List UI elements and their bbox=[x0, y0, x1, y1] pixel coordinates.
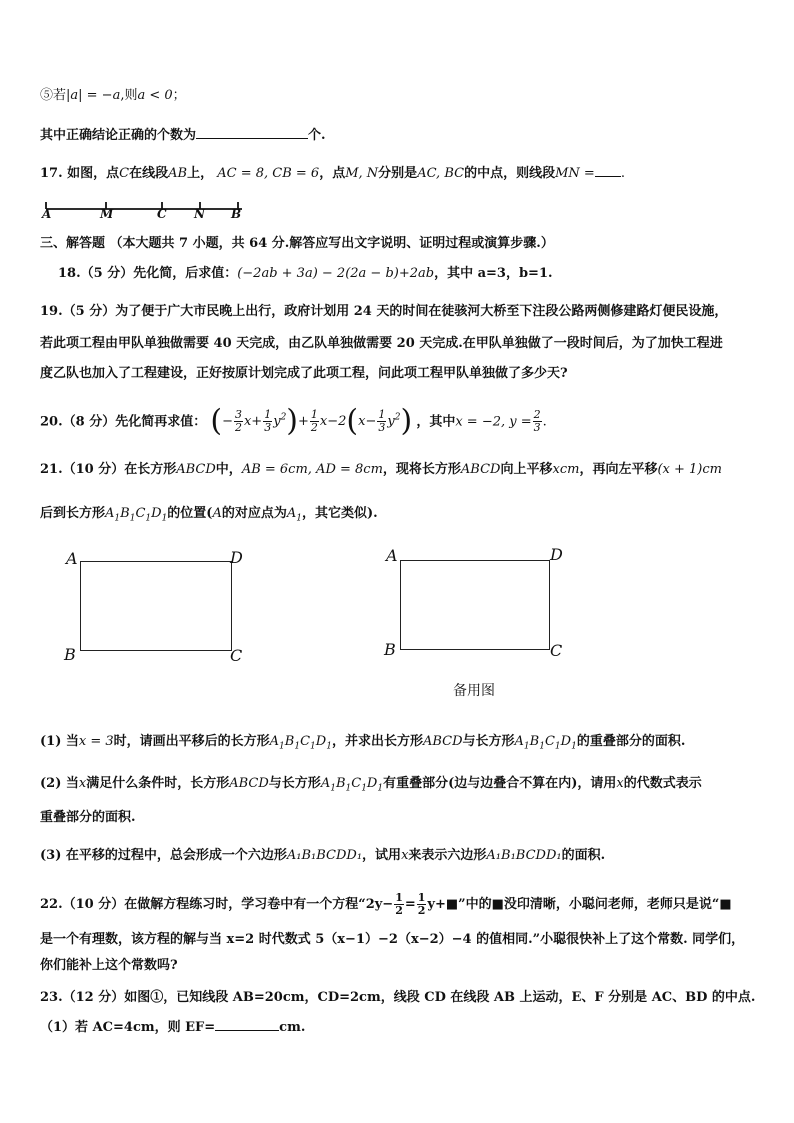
question-22-line-1 bbox=[40, 892, 732, 917]
q21-3-b: ，试用 bbox=[362, 848, 402, 863]
q23-answer-blank[interactable] bbox=[215, 1016, 279, 1031]
q21-1-c: ，并求出长方形 bbox=[331, 734, 423, 749]
summary-text: 其中正确结论正确的个数为 bbox=[40, 128, 197, 143]
segment-label-n: N bbox=[194, 207, 205, 221]
question-21-part-2-line-2: 重叠部分的面积. bbox=[40, 810, 136, 825]
q21-1-e: 的重叠部分的面积. bbox=[576, 734, 686, 749]
q21-line2-b: 的位置( bbox=[167, 506, 213, 521]
q17-text-d: ，点 bbox=[319, 166, 346, 181]
question-17 bbox=[40, 162, 625, 184]
q21-2-abcd: ABCD bbox=[229, 776, 269, 791]
q21-a1b1c1d1: $A_1B_1C_1D_1$ bbox=[105, 506, 168, 524]
item-5-line bbox=[40, 86, 186, 106]
q17-segments: AC, BC bbox=[417, 166, 465, 181]
question-22-line-3: 你们能补上这个常数吗? bbox=[40, 958, 178, 973]
q18-tail: ，其中 a=3，b=1. bbox=[434, 266, 553, 281]
q21-point-a: A bbox=[212, 506, 222, 521]
q21-1-abcd: ABCD bbox=[422, 734, 463, 749]
summary-answer-blank[interactable] bbox=[196, 124, 308, 139]
q17-mn-eq: MN = bbox=[555, 166, 595, 181]
q21-2-x-b: x bbox=[616, 776, 624, 791]
rectangle-abcd bbox=[80, 561, 232, 651]
question-22-line-2: 是一个有理数，该方程的解与当 x=2 时代数式 5（x−1）−2（x−2）−4 的值相同.”小聪很快补上了这个常数. 同学们， bbox=[40, 932, 745, 947]
q21-2-e: 的代数式表示 bbox=[623, 776, 702, 791]
q20-tail: ，其中 bbox=[416, 414, 456, 430]
q17-given: AC = 8, CB = 6 bbox=[217, 166, 320, 181]
rect2-label-a: A bbox=[386, 546, 398, 565]
q21-line2-c: 的对应点为 bbox=[221, 506, 287, 521]
question-19-line-2: 若此项工程由甲队单独做需要 40 天完成，由乙队单独做需要 20 天完成.在甲队单独做了一段时间后，为了加快工程进 bbox=[40, 336, 723, 351]
rect1-label-b: B bbox=[64, 645, 76, 664]
q21-3-a: (3) 在平移的过程中，总会形成一个六边形 bbox=[40, 848, 287, 863]
q20-expression: (− $\frac{3}{2}$ x+ $\frac{1}{3}$ $y^2)+$ $\frac{1}{2}$ x−2(x− $\frac{1}{3}$ $y^2$) bbox=[210, 403, 413, 439]
question-21-line-2 bbox=[40, 504, 378, 529]
q21-3-c: 来表示六边形 bbox=[408, 848, 487, 863]
question-18 bbox=[58, 264, 553, 284]
q21-point-a1: $A_1$ bbox=[286, 506, 302, 524]
backup-caption: 备用图 bbox=[453, 683, 495, 699]
q21-abcd-1: ABCD bbox=[176, 462, 216, 477]
q21-text-b: 中， bbox=[215, 462, 242, 477]
q21-2-a1b1c1d1: $A_1B_1C_1D_1$ bbox=[320, 776, 384, 794]
q21-3-hexagon: A₁B₁BCDD₁ bbox=[286, 848, 363, 863]
rect1-label-a: A bbox=[66, 549, 78, 568]
rect1-label-c: C bbox=[230, 646, 243, 665]
question-19-line-3: 度乙队也加入了工程建设，正好按原计划完成了此项工程，问此项工程甲队单独做了多少天? bbox=[40, 366, 568, 381]
item-5-end: ； bbox=[172, 88, 186, 103]
item-5-marker: ⑤若 bbox=[40, 88, 67, 103]
summary-line bbox=[40, 124, 326, 146]
q21-3-x: x bbox=[401, 848, 409, 863]
q21-text-c: ，现将长方形 bbox=[382, 462, 461, 477]
q21-abcd-2: ABCD bbox=[460, 462, 501, 477]
q21-1-a: (1) 当 bbox=[40, 734, 79, 749]
q21-text-a: 21.（10 分）在长方形 bbox=[40, 462, 177, 477]
q20-text: 20.（8 分）先化简再求值： bbox=[40, 414, 207, 430]
q20-end: . bbox=[542, 414, 547, 430]
q17-text-a: 17. 如图，点 bbox=[40, 166, 120, 181]
q17-end: . bbox=[620, 166, 625, 181]
q17-text-e: 分别是 bbox=[378, 166, 418, 181]
q21-given: AB = 6cm, AD = 8cm bbox=[241, 462, 383, 477]
q17-text-c: 上， bbox=[187, 166, 214, 181]
segment-label-a: A bbox=[42, 207, 52, 221]
q17-text-f: 的中点，则线段 bbox=[464, 166, 556, 181]
q17-segment-ab: AB bbox=[168, 166, 188, 181]
q21-2-a: (2) 当 bbox=[40, 776, 79, 791]
question-21-part-3 bbox=[40, 846, 605, 866]
question-23: 23.（12 分）如图①，已知线段 AB=20cm，CD=2cm，线段 CD 在线段 AB 上运动，E、F 分别是 AC、BD 的中点. bbox=[40, 990, 756, 1005]
q17-answer-blank[interactable] bbox=[595, 162, 621, 177]
q21-2-x: x bbox=[78, 776, 87, 791]
q21-3-hexagon-b: A₁B₁BCDD₁ bbox=[486, 848, 562, 863]
q21-2-b: 满足什么条件时，长方形 bbox=[86, 776, 230, 791]
q21-2-d: 有重叠部分(边与边叠合不算在内)，请用 bbox=[383, 776, 617, 791]
q22-half-2: $\frac{1}{2}$ bbox=[417, 891, 426, 917]
question-23-part-1 bbox=[40, 1016, 305, 1038]
rect2-label-c: C bbox=[550, 641, 563, 660]
rect2-label-d: D bbox=[550, 545, 563, 564]
q20-condition: x = −2, y = bbox=[455, 414, 532, 430]
q17-points-mn: M, N bbox=[345, 166, 379, 181]
summary-end: 个. bbox=[308, 128, 326, 143]
q23-1-b: cm. bbox=[279, 1020, 306, 1035]
question-20 bbox=[40, 403, 547, 439]
question-21-part-1 bbox=[40, 732, 685, 757]
q21-1-a1b1c1d1-b: $A_1B_1C_1D_1$ bbox=[514, 734, 577, 752]
q22-a: 22.（10 分）在做解方程练习时，学习卷中有一个方程“2y− bbox=[40, 897, 394, 912]
item-5-condition: a < 0 bbox=[137, 88, 173, 103]
question-19-line-1: 19.（5 分）为了便于广大市民晚上出行，政府计划用 24 天的时间在徒骇河大桥至下注段公路两侧修建路灯便民设施， bbox=[40, 304, 728, 319]
q17-point-c: C bbox=[119, 166, 130, 181]
rect1-label-d: D bbox=[230, 548, 243, 567]
q18-expression: (−2ab + 3a) − 2(2a − b)+2ab bbox=[237, 266, 435, 281]
segment-label-b: B bbox=[231, 207, 242, 221]
rect2-label-b: B bbox=[384, 640, 396, 659]
q21-text-d: 向上平移 bbox=[500, 462, 553, 477]
q21-1-a1b1c1d1: $A_1B_1C_1D_1$ bbox=[269, 734, 332, 752]
q21-xcm: xcm bbox=[552, 462, 580, 477]
question-21-part-2 bbox=[40, 774, 702, 799]
item-5-mid: ,则 bbox=[120, 88, 138, 103]
q21-line2-d: ，其它类似). bbox=[301, 506, 378, 521]
q18-text: 18.（5 分）先化简，后求值： bbox=[58, 266, 238, 281]
q23-1-a: （1）若 AC=4cm，则 EF= bbox=[40, 1020, 216, 1035]
section-3-heading: 三、解答题 （本大题共 7 小题，共 64 分.解答应写出文字说明、证明过程或演算步骤.） bbox=[40, 236, 554, 251]
q21-text-e: ，再向左平移 bbox=[579, 462, 658, 477]
q22-c: y+■”中的■没印清晰，小聪问老师，老师只是说“■ bbox=[427, 897, 732, 912]
q21-2-c: 与长方形 bbox=[268, 776, 321, 791]
q17-text-b: 在线段 bbox=[129, 166, 169, 181]
q22-b: = bbox=[404, 897, 416, 912]
q21-shift: (x + 1)cm bbox=[657, 462, 722, 477]
q20-y-fraction: $\frac{2}{3}$ bbox=[533, 408, 541, 435]
q21-1-d: 与长方形 bbox=[462, 734, 515, 749]
segment-label-m: M bbox=[100, 207, 114, 221]
rectangle-backup bbox=[400, 560, 550, 650]
question-21-line-1 bbox=[40, 460, 722, 480]
item-5-formula: |a| = −a bbox=[66, 88, 121, 103]
q21-1-b: 时，请画出平移后的长方形 bbox=[113, 734, 270, 749]
q21-line2-a: 后到长方形 bbox=[40, 506, 106, 521]
segment-label-c: C bbox=[157, 207, 167, 221]
segment-figure bbox=[40, 196, 250, 222]
q21-1-condition: x = 3 bbox=[78, 734, 114, 749]
q22-half-1: $\frac{1}{2}$ bbox=[395, 891, 403, 917]
q21-3-d: 的面积. bbox=[561, 848, 606, 863]
